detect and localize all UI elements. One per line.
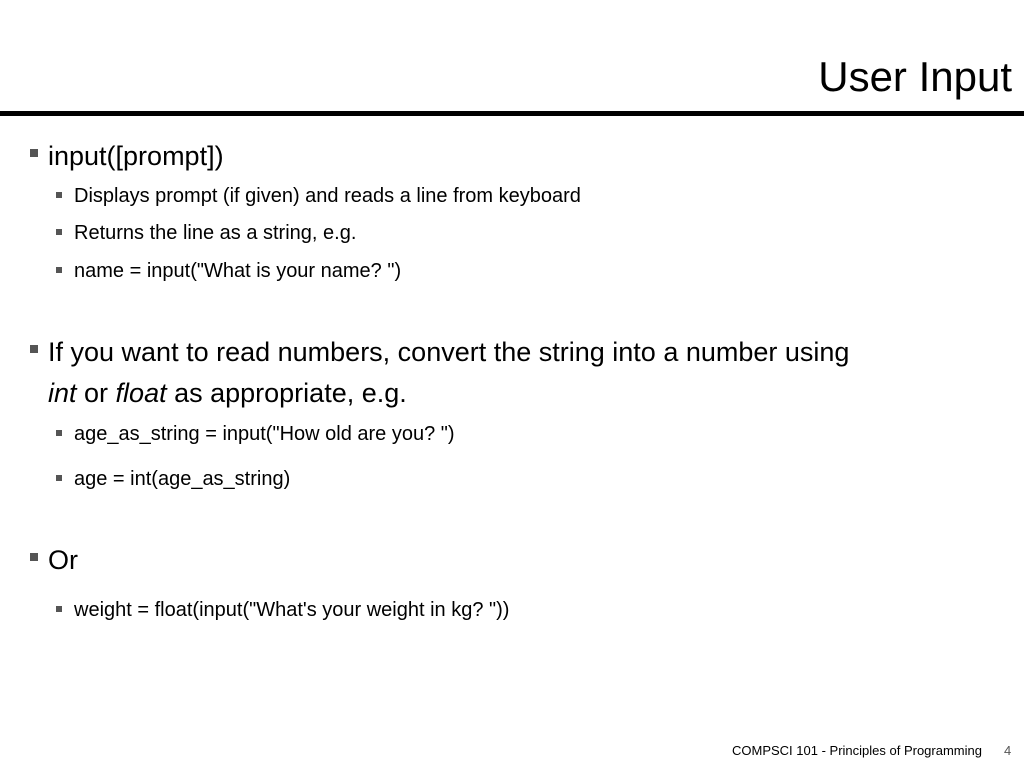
slide-title: User Input	[818, 53, 1012, 100]
square-bullet-icon	[30, 345, 38, 353]
sub-bullet-text: age_as_string = input("How old are you? ")	[74, 423, 455, 445]
sub-bullet-text: name = input("What is your name? ")	[74, 260, 402, 282]
bullet-or	[48, 540, 78, 580]
bullet-read-numbers	[48, 332, 849, 372]
sub-bullet-text: Returns the line as a string, e.g.	[74, 222, 357, 244]
sub-bullet-age-int	[74, 466, 290, 492]
sub-bullet-name-example	[74, 258, 401, 284]
sub-bullet-displays-prompt	[74, 183, 581, 209]
sub-bullet-age-as-string	[74, 421, 455, 447]
sub-bullet-text: age = int(age_as_string)	[74, 468, 291, 490]
square-bullet-icon	[56, 267, 62, 273]
square-bullet-icon	[30, 553, 38, 561]
bullet-text: input([prompt])	[48, 141, 224, 171]
bullet-input-function	[48, 136, 224, 176]
square-bullet-icon	[56, 475, 62, 481]
square-bullet-icon	[30, 149, 38, 157]
footer-course-name: COMPSCI 101 - Principles of Programming	[732, 743, 982, 758]
square-bullet-icon	[56, 229, 62, 235]
square-bullet-icon	[56, 606, 62, 612]
sub-bullet-text: weight = float(input("What's your weight in kg? "))	[74, 599, 510, 621]
bullet-text: Or	[48, 545, 78, 575]
bullet-text-line1: If you want to read numbers, convert the string into a number using	[48, 337, 850, 367]
footer-page-number: 4	[1004, 743, 1012, 758]
square-bullet-icon	[56, 192, 62, 198]
sub-bullet-returns-line	[74, 220, 356, 246]
text-as-appropriate: as appropriate, e.g.	[166, 378, 407, 408]
keyword-float: float	[115, 378, 167, 408]
square-bullet-icon	[56, 430, 62, 436]
text-or: or	[76, 378, 116, 408]
keyword-int: int	[48, 378, 77, 408]
sub-bullet-weight-example	[74, 597, 509, 623]
title-divider	[0, 111, 1024, 116]
bullet-read-numbers-continued	[48, 373, 407, 413]
sub-bullet-text: Displays prompt (if given) and reads a line from keyboard	[74, 185, 581, 207]
